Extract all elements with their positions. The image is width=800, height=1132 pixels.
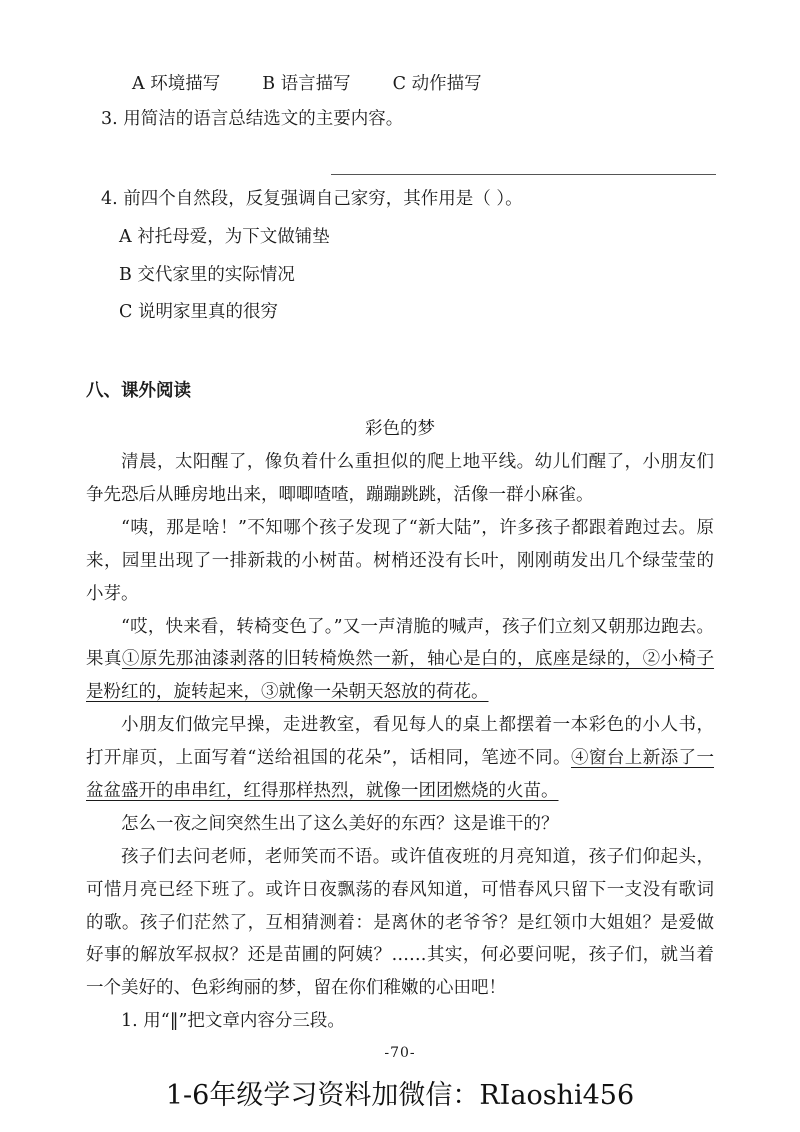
- page-number: -70-: [384, 1044, 416, 1061]
- section-heading: 八、课外阅读: [86, 381, 191, 402]
- underlined-sentence-1: ①原先那油漆剥落的旧转椅焕然一新，轴心是白的，底座是绿的，②小椅子是粉红的，旋转起来，③就像一朵朝天怒放的荷花。: [86, 649, 715, 703]
- paragraph-4: [86, 709, 714, 808]
- question-4-option-c: C 说明家里真的很穷: [119, 302, 278, 323]
- paragraph-2: “咦，那是啥！”不知哪个孩子发现了“新大陆”，许多孩子都跟着跑过去。原来，园里出现了一排新栽的小树苗。树梢还没有长叶，刚刚萌发出几个绿莹莹的小芽。: [86, 517, 714, 604]
- answer-blank-line: [331, 138, 716, 175]
- paragraph-3: [86, 611, 714, 710]
- paragraph-5: 怎么一夜之间突然生出了这么美好的东西？这是谁干的？: [121, 813, 559, 834]
- question-4-stem: 4. 前四个自然段，反复强调自己家穷，其作用是（ ）。: [101, 188, 523, 209]
- footer-promo-text: 1-6年级学习资料加微信：RIaoshi456: [165, 1080, 635, 1112]
- question2-options: [86, 68, 714, 101]
- option-a-label: A 环境描写: [132, 74, 221, 94]
- reading-passage-title: 彩色的梦: [365, 419, 435, 440]
- question-4-option-b: B 交代家里的实际情况: [119, 264, 295, 285]
- option-b-label: B 语言描写: [262, 74, 351, 94]
- paragraph-6: 孩子们去问老师，老师笑而不语。或许值夜班的月亮知道，孩子们仰起头，可惜月亮已经下班了。或许日夜飘荡的春风知道，可惜春风只留下一支没有歌词的歌。孩子们茫然了，互相猜测着：是离休的老爷爷？是红领巾大姐姐？是爱做好事的解放军叔叔？还是苗圃的阿姨？……其实，何必要问呢，孩子们，就当着一个美好的、色彩绚丽的梦，留在你们稚嫩的心田吧！: [86, 846, 714, 999]
- paragraph-3-plain-text: “哎，快来看，转椅变色了。”又一声清脆的喊声，孩子们立刻又朝那边跑去。果真: [86, 616, 714, 670]
- reading-question-1: 1. 用“‖”把文章内容分三段。: [121, 1011, 345, 1032]
- underlined-sentence-2: ④窗台上新添了一盆盆盛开的串串红，红得那样热烈，就像一团团燃烧的火苗。: [86, 748, 714, 802]
- question-3: 3. 用简洁的语言总结选文的主要内容。: [101, 108, 404, 129]
- option-c-label: C 动作描写: [392, 74, 482, 94]
- question-4-option-a: A 衬托母爱，为下文做铺垫: [119, 226, 330, 247]
- paragraph-1: 清晨，太阳醒了，像负着什么重担似的爬上地平线。幼儿们醒了，小朋友们争先恐后从睡房地出来，唧唧喳喳，蹦蹦跳跳，活像一群小麻雀。: [86, 452, 714, 506]
- paragraph-4-plain-text: 小朋友们做完早操，走进教室，看见每人的桌上都摆着一本彩色的小人书，打开扉页，上面写着“送给祖国的花朵”，话相同，笔迹不同。: [86, 715, 714, 769]
